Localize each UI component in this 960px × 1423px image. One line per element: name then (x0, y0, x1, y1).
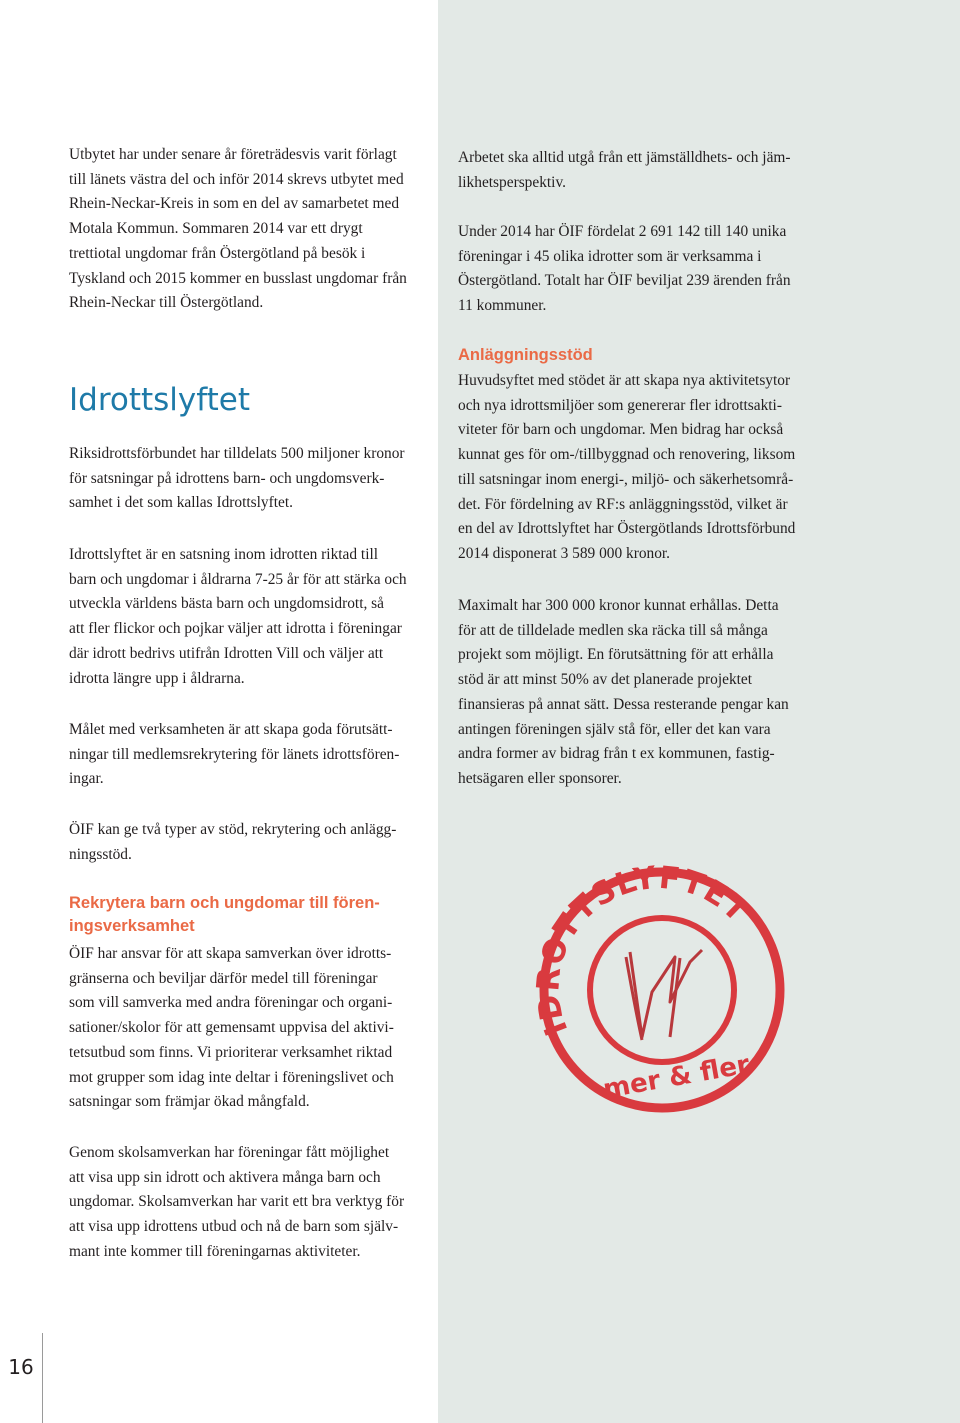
stamp-figure-icon (626, 950, 702, 1040)
idrottslyftet-stamp-logo (530, 862, 790, 1122)
page-number-divider (42, 1333, 43, 1423)
stamp-inner-ring (590, 918, 734, 1062)
idrottslyftet-paragraph-3: Målet med verksamheten är att skapa goda förutsätt- ningar till medlemsrekrytering för länets idrottsfören- ingar. (69, 721, 400, 788)
idrottslyftet-paragraph-2: Idrottslyftet är en satsning inom idrotten riktad till barn och ungdomar i åldrarna 7-25 år för att stärka och utveckla världens bästa barn och ungdomsidrott, så att fler flickor och pojkar väljer att idrotta i föreningar där idrott bedrivs utifrån Idrotten Vill och väljer att idrotta längre upp i åldrarna. (69, 546, 407, 687)
right-paragraph-1: Arbetet ska alltid utgå från ett jämställdhets- och jäm- likhetsperspektiv. (458, 149, 791, 191)
right-paragraph-2: Under 2014 har ÖIF fördelat 2 691 142 till 140 unika föreningar i 45 olika idrotter som är verksamma i Östergötland. Totalt har ÖIF beviljat 239 ärenden från 11 kommuner. (458, 223, 791, 315)
support-types-paragraph: ÖIF kan ge två typer av stöd, rekrytering och anlägg- ningsstöd. (69, 821, 397, 863)
stamp-tagline: mer & fler (600, 1049, 752, 1105)
idrottslyftet-paragraph-1: Riksidrottsförbundet har tilldelats 500 miljoner kronor för satsningar på idrottens barn- och ungdomsverk- samhet i det som kallas Idrottslyftet. (69, 445, 405, 512)
rekrytera-heading: Rekrytera barn och ungdomar till fören- ingsverksamhet (69, 894, 380, 935)
anlaggningsstod-heading: Anläggningsstöd (458, 346, 593, 364)
section-title: Idrottslyftet (69, 382, 251, 418)
anlaggningsstod-paragraph-1: Huvudsyftet med stödet är att skapa nya aktivitetsytor och nya idrottsmiljöer som genererar fler idrottsakti- viteter för barn och ungdomar. Men bidrag har också kunnat ges för om-/tillbyggnad och renovering, liksom till satsningar inom energi-, miljö- och säkerhetsområ- det. För fördelning av RF:s anläggningsstöd, vilket är en del av Idrottslyftet har Östergötlands Idrottsförbund 2014 disponerat 3 589 000 kronor. (458, 372, 796, 562)
page-number: 16 (8, 1355, 34, 1379)
skolsamverkan-paragraph: Genom skolsamverkan har föreningar fått möjlighet att visa upp sin idrott och aktivera många barn och ungdomar. Skolsamverkan har varit ett bra verktyg för att visa upp idrottens utbud och nå de barn som själv- mant inte kommer till föreningarnas aktiviteter. (69, 1144, 405, 1260)
stamp-arc-text: IDROTTSLYFTET (530, 862, 756, 1041)
rekrytera-paragraph: ÖIF har ansvar för att skapa samverkan över idrotts- gränserna och beviljar därför medel till föreningar som vill samverka med andra föreningar och organi- sationer/skolor för att gemensamt uppvisa del aktivi- tetsutbud som finns. Vi prioriterar verksamhet riktad mot grupper som idag inte deltar i föreningslivet och satsningar som främjar ökad mångfald. (69, 945, 394, 1111)
anlaggningsstod-paragraph-2: Maximalt har 300 000 kronor kunnat erhållas. Detta för att de tilldelade medlen ska räcka till så många projekt som möjligt. En förutsättning för att erhålla stöd är att minst 50% av det planerade projektet finansieras på annat sätt. Dessa resterande pengar kan antingen föreningen själv stå för, eller det kan vara andra former av bidrag från t ex kommunen, fastig- hetsägaren eller sponsorer. (458, 597, 789, 787)
intro-paragraph: Utbytet har under senare år företrädesvis varit förlagt till länets västra del och inför 2014 skrevs utbytet med Rhein-Neckar-Kreis in som en del av samarbetet med Motala Kommun. Sommaren 2014 var ett drygt trettiotal ungdomar från Östergötland på besök i Tyskland och 2015 kommer en busslast ungdomar från Rhein-Neckar till Östergötland. (69, 146, 407, 312)
